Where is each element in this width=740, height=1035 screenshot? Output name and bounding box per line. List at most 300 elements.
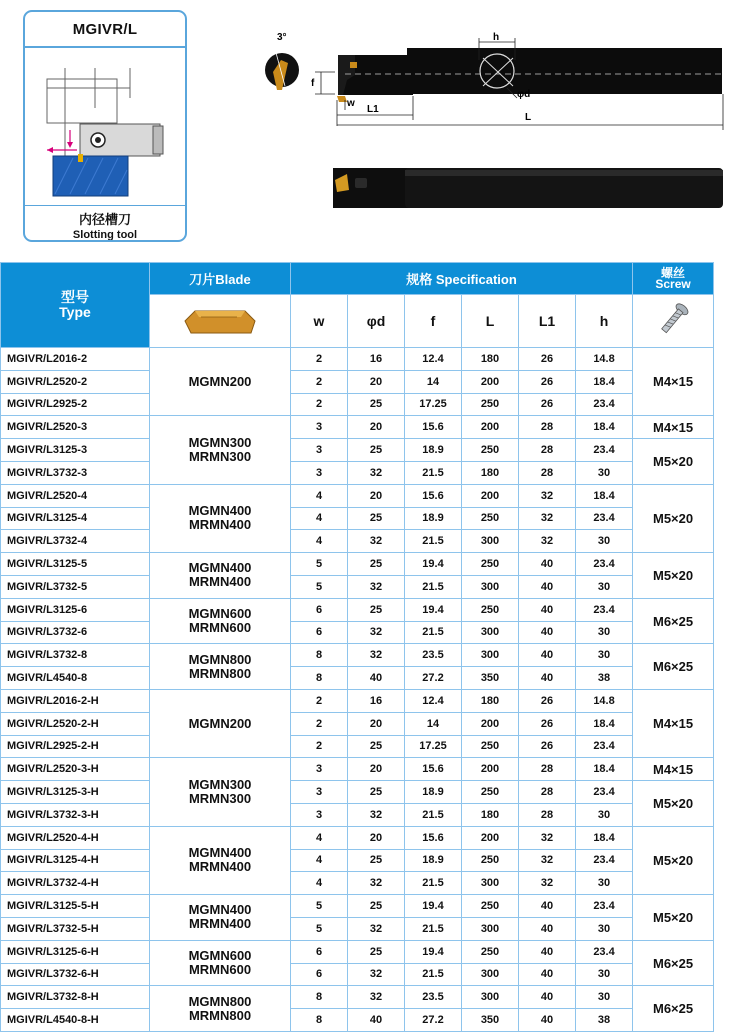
blade-model: MGMN300 — [188, 435, 252, 451]
blade-cell — [150, 986, 291, 1032]
spec-cell: 180 — [462, 803, 519, 826]
spec-cell: 40 — [519, 553, 576, 576]
spec-cell: 300 — [462, 963, 519, 986]
spec-cell: 16 — [348, 689, 405, 712]
screw-cell: M5×20 — [633, 439, 714, 485]
spec-cell: 2 — [291, 393, 348, 416]
spec-cell: 32 — [348, 530, 405, 553]
table-row — [1, 872, 714, 895]
spec-cell: 21.5 — [405, 917, 462, 940]
table-row — [1, 575, 714, 598]
type-cell: MGIVR/L3732-5 — [1, 575, 150, 598]
screw-cell: M5×20 — [633, 484, 714, 552]
screw-cell: M4×15 — [633, 416, 714, 439]
spec-cell: 250 — [462, 598, 519, 621]
bar-shank — [407, 48, 722, 94]
spec-cell: 25 — [348, 393, 405, 416]
spec-cell: 15.6 — [405, 826, 462, 849]
spec-cell: 4 — [291, 507, 348, 530]
spec-cell: 21.5 — [405, 461, 462, 484]
spec-cell: 28 — [519, 803, 576, 826]
spec-cell: 30 — [576, 917, 633, 940]
screw-header — [633, 263, 714, 295]
spec-cell: 21.5 — [405, 575, 462, 598]
spec-cell: 25 — [348, 439, 405, 462]
spec-cell: 18.9 — [405, 781, 462, 804]
spec-cell: 25 — [348, 849, 405, 872]
screw-header-cn: 螺丝 — [661, 265, 686, 280]
spec-cell: 30 — [576, 963, 633, 986]
type-cell: MGIVR/L2520-2-H — [1, 712, 150, 735]
blade-header: 刀片Blade — [150, 263, 291, 295]
table-row — [1, 781, 714, 804]
table-row — [1, 621, 714, 644]
spec-cell: 180 — [462, 689, 519, 712]
spec-cell: 30 — [576, 644, 633, 667]
spec-cell: 12.4 — [405, 348, 462, 371]
blade-model: MRMN400 — [188, 859, 252, 875]
spec-cell: 30 — [576, 621, 633, 644]
spec-cell: 200 — [462, 712, 519, 735]
spec-cell: 15.6 — [405, 758, 462, 781]
screw-cell: M4×15 — [633, 689, 714, 757]
blade-cell — [150, 484, 291, 552]
spec-cell: 28 — [519, 416, 576, 439]
blade-model: MGMN200 — [188, 715, 252, 731]
spec-cell: 15.6 — [405, 484, 462, 507]
blade-cell — [150, 416, 291, 484]
spec-cell: 23.4 — [576, 735, 633, 758]
spec-cell: 23.4 — [576, 393, 633, 416]
spec-cell: 28 — [519, 439, 576, 462]
type-cell: MGIVR/L2925-2-H — [1, 735, 150, 758]
blade-model: MGMN200 — [188, 373, 252, 389]
spec-cell: 25 — [348, 781, 405, 804]
spec-cell: 16 — [348, 348, 405, 371]
spec-cell: 26 — [519, 712, 576, 735]
spec-cell: 40 — [519, 644, 576, 667]
spec-cell: 6 — [291, 598, 348, 621]
spec-cell: 32 — [519, 872, 576, 895]
type-cell: MGIVR/L3125-6-H — [1, 940, 150, 963]
spec-cell: 20 — [348, 712, 405, 735]
spec-cell: 14.8 — [576, 348, 633, 371]
spec-cell: 23.4 — [576, 439, 633, 462]
spec-cell: 40 — [519, 986, 576, 1009]
spec-cell: 2 — [291, 370, 348, 393]
spec-cell: 23.5 — [405, 986, 462, 1009]
spec-cell: 40 — [348, 1009, 405, 1032]
spec-cell: 23.4 — [576, 553, 633, 576]
spec-cell: 3 — [291, 781, 348, 804]
spec-cell: 20 — [348, 416, 405, 439]
spec-cell: 32 — [348, 461, 405, 484]
blade-cell — [150, 940, 291, 986]
spec-cell: 250 — [462, 781, 519, 804]
spec-cell: 32 — [348, 872, 405, 895]
tool-card — [23, 10, 187, 242]
spec-cell: 18.9 — [405, 439, 462, 462]
col-L: L — [462, 295, 519, 348]
spec-cell: 26 — [519, 370, 576, 393]
table-row — [1, 530, 714, 553]
spec-cell: 26 — [519, 689, 576, 712]
blade-model: MGMN400 — [188, 845, 252, 861]
spec-cell: 12.4 — [405, 689, 462, 712]
table-row — [1, 963, 714, 986]
spec-cell: 40 — [519, 895, 576, 918]
spec-cell: 300 — [462, 621, 519, 644]
spec-cell: 5 — [291, 553, 348, 576]
spec-cell: 250 — [462, 553, 519, 576]
spec-cell: 3 — [291, 439, 348, 462]
spec-cell: 40 — [519, 940, 576, 963]
spec-cell: 17.25 — [405, 735, 462, 758]
screw-cell: M6×25 — [633, 940, 714, 986]
col-f: f — [405, 295, 462, 348]
spec-cell: 3 — [291, 416, 348, 439]
spec-cell: 21.5 — [405, 803, 462, 826]
type-header — [1, 263, 150, 348]
type-cell: MGIVR/L3732-4 — [1, 530, 150, 553]
spec-cell: 20 — [348, 826, 405, 849]
table-row — [1, 849, 714, 872]
table-row — [1, 826, 714, 849]
spec-cell: 250 — [462, 735, 519, 758]
screw-cell: M5×20 — [633, 895, 714, 941]
spec-cell: 30 — [576, 575, 633, 598]
spec-cell: 4 — [291, 530, 348, 553]
spec-cell: 20 — [348, 484, 405, 507]
spec-cell: 180 — [462, 348, 519, 371]
spec-cell: 40 — [519, 667, 576, 690]
spec-cell: 28 — [519, 758, 576, 781]
spec-cell: 8 — [291, 986, 348, 1009]
table-row — [1, 416, 714, 439]
table-row — [1, 370, 714, 393]
type-cell: MGIVR/L3732-6-H — [1, 963, 150, 986]
blade-image-cell — [150, 295, 291, 348]
spec-cell: 200 — [462, 370, 519, 393]
spec-cell: 19.4 — [405, 598, 462, 621]
blade-model: MGMN800 — [188, 993, 252, 1009]
table-row — [1, 484, 714, 507]
spec-cell: 23.4 — [576, 598, 633, 621]
spec-cell: 180 — [462, 461, 519, 484]
spec-cell: 250 — [462, 393, 519, 416]
blade-cell — [150, 895, 291, 941]
table-row — [1, 667, 714, 690]
screw-cell: M6×25 — [633, 986, 714, 1032]
label-d: φd — [517, 89, 531, 100]
spec-cell: 19.4 — [405, 940, 462, 963]
angle-label: 3° — [277, 32, 287, 43]
spec-cell: 350 — [462, 1009, 519, 1032]
spec-cell: 18.9 — [405, 507, 462, 530]
type-cell: MGIVR/L3125-3 — [1, 439, 150, 462]
table-row — [1, 895, 714, 918]
spec-cell: 23.5 — [405, 644, 462, 667]
spec-cell: 5 — [291, 917, 348, 940]
spec-cell: 28 — [519, 781, 576, 804]
spec-cell: 200 — [462, 416, 519, 439]
spec-cell: 26 — [519, 393, 576, 416]
spec-cell: 32 — [519, 849, 576, 872]
caption-cn: 内径槽刀 — [78, 212, 131, 227]
spec-cell: 21.5 — [405, 963, 462, 986]
spec-cell: 18.9 — [405, 849, 462, 872]
spec-cell: 28 — [519, 461, 576, 484]
spec-cell: 250 — [462, 895, 519, 918]
type-cell: MGIVR/L2925-2 — [1, 393, 150, 416]
spec-cell: 300 — [462, 530, 519, 553]
spec-cell: 4 — [291, 872, 348, 895]
spec-cell: 300 — [462, 872, 519, 895]
table-row — [1, 1009, 714, 1032]
spec-cell: 2 — [291, 348, 348, 371]
spec-cell: 3 — [291, 758, 348, 781]
spec-cell: 30 — [576, 803, 633, 826]
spec-cell: 38 — [576, 667, 633, 690]
label-h: h — [493, 32, 500, 43]
spec-cell: 300 — [462, 575, 519, 598]
spec-cell: 300 — [462, 986, 519, 1009]
table-row — [1, 461, 714, 484]
spec-cell: 25 — [348, 553, 405, 576]
screw-cell: M4×15 — [633, 758, 714, 781]
blade-cell — [150, 758, 291, 826]
spec-cell: 23.4 — [576, 849, 633, 872]
blade-model: MGMN400 — [188, 560, 252, 576]
boring-bar-drawing — [255, 30, 730, 240]
type-cell: MGIVR/L3125-4-H — [1, 849, 150, 872]
spec-cell: 32 — [348, 963, 405, 986]
table-row — [1, 758, 714, 781]
spec-cell: 30 — [576, 872, 633, 895]
table-row — [1, 553, 714, 576]
table-row — [1, 393, 714, 416]
type-cell: MGIVR/L3125-4 — [1, 507, 150, 530]
blade-icon — [181, 303, 259, 337]
type-cell: MGIVR/L4540-8 — [1, 667, 150, 690]
blade-model: MRMN400 — [188, 916, 252, 932]
label-L: L — [525, 112, 532, 123]
spec-cell: 4 — [291, 849, 348, 872]
spec-cell: 18.4 — [576, 758, 633, 781]
spec-table — [0, 262, 714, 1032]
spec-cell: 2 — [291, 712, 348, 735]
type-cell: MGIVR/L3732-8 — [1, 644, 150, 667]
screw-cell: M5×20 — [633, 826, 714, 894]
type-cell: MGIVR/L2520-3-H — [1, 758, 150, 781]
spec-cell: 40 — [519, 1009, 576, 1032]
spec-cell: 25 — [348, 940, 405, 963]
label-w: w — [347, 98, 355, 109]
blade-model: MGMN400 — [188, 902, 252, 918]
spec-cell: 40 — [519, 598, 576, 621]
table-row — [1, 689, 714, 712]
blade-cell — [150, 826, 291, 894]
spec-cell: 19.4 — [405, 553, 462, 576]
spec-cell: 27.2 — [405, 1009, 462, 1032]
spec-cell: 8 — [291, 667, 348, 690]
screw-cell: M6×25 — [633, 644, 714, 690]
spec-cell: 30 — [576, 986, 633, 1009]
spec-cell: 32 — [519, 507, 576, 530]
spec-cell: 250 — [462, 940, 519, 963]
spec-cell: 40 — [519, 621, 576, 644]
spec-cell: 20 — [348, 758, 405, 781]
spec-cell: 250 — [462, 439, 519, 462]
spec-cell: 200 — [462, 484, 519, 507]
spec-cell: 350 — [462, 667, 519, 690]
blade-cell — [150, 348, 291, 416]
blade-cell — [150, 689, 291, 757]
blade-model: MRMN800 — [188, 665, 252, 681]
screw-cell: M5×20 — [633, 553, 714, 599]
blade-model: MGMN800 — [188, 651, 252, 667]
spec-cell: 15.6 — [405, 416, 462, 439]
table-row — [1, 348, 714, 371]
col-d: φd — [348, 295, 405, 348]
spec-cell: 300 — [462, 917, 519, 940]
blade-model: MGMN600 — [188, 948, 252, 964]
spec-cell: 21.5 — [405, 621, 462, 644]
spec-cell: 18.4 — [576, 416, 633, 439]
spec-cell: 5 — [291, 575, 348, 598]
label-f: f — [311, 78, 315, 89]
spec-cell: 30 — [576, 530, 633, 553]
spec-cell: 2 — [291, 735, 348, 758]
blade-cell — [150, 598, 291, 644]
blade-model: MRMN600 — [188, 962, 252, 978]
type-cell: MGIVR/L4540-8-H — [1, 1009, 150, 1032]
table-row — [1, 803, 714, 826]
spec-cell: 32 — [348, 575, 405, 598]
blade-model: MGMN400 — [188, 503, 252, 519]
table-row — [1, 598, 714, 621]
type-cell: MGIVR/L3732-8-H — [1, 986, 150, 1009]
spec-cell: 25 — [348, 895, 405, 918]
table-row — [1, 917, 714, 940]
spec-cell: 14 — [405, 370, 462, 393]
blade-cell — [150, 644, 291, 690]
spec-cell: 40 — [348, 667, 405, 690]
table-row — [1, 507, 714, 530]
blade-cell — [150, 553, 291, 599]
spec-cell: 21.5 — [405, 872, 462, 895]
slotting-diagram — [25, 48, 185, 208]
type-cell: MGIVR/L2520-4-H — [1, 826, 150, 849]
col-L1: L1 — [519, 295, 576, 348]
screw-header-en: Screw — [655, 276, 691, 291]
spec-cell: 32 — [348, 803, 405, 826]
spec-cell: 6 — [291, 963, 348, 986]
spec-cell: 40 — [519, 917, 576, 940]
spec-cell: 32 — [348, 644, 405, 667]
card-title: MGIVR/L — [25, 12, 185, 48]
type-header-cn: 型号 — [61, 289, 89, 305]
table-row — [1, 644, 714, 667]
spec-header: 规格 Specification — [291, 263, 633, 295]
spec-cell: 23.4 — [576, 507, 633, 530]
spec-cell: 200 — [462, 758, 519, 781]
spec-cell: 8 — [291, 1009, 348, 1032]
spec-cell: 3 — [291, 803, 348, 826]
table-row — [1, 735, 714, 758]
type-cell: MGIVR/L2520-3 — [1, 416, 150, 439]
spec-cell: 38 — [576, 1009, 633, 1032]
type-cell: MGIVR/L3125-5-H — [1, 895, 150, 918]
spec-cell: 14 — [405, 712, 462, 735]
spec-cell: 19.4 — [405, 895, 462, 918]
spec-cell: 14.8 — [576, 689, 633, 712]
spec-cell: 23.4 — [576, 940, 633, 963]
blade-model: MRMN400 — [188, 517, 252, 533]
spec-cell: 32 — [348, 917, 405, 940]
spec-cell: 200 — [462, 826, 519, 849]
blade-model: MRMN600 — [188, 620, 252, 636]
blade-model: MRMN800 — [188, 1007, 252, 1023]
spec-cell: 25 — [348, 598, 405, 621]
spec-cell: 2 — [291, 689, 348, 712]
spec-cell: 40 — [519, 963, 576, 986]
spec-cell: 32 — [519, 484, 576, 507]
caption-en: Slotting tool — [72, 229, 138, 241]
type-cell: MGIVR/L3125-6 — [1, 598, 150, 621]
type-cell: MGIVR/L3732-6 — [1, 621, 150, 644]
spec-cell: 250 — [462, 849, 519, 872]
screw-cell: M6×25 — [633, 598, 714, 644]
type-cell: MGIVR/L3732-4-H — [1, 872, 150, 895]
spec-cell: 30 — [576, 461, 633, 484]
type-cell: MGIVR/L2520-2 — [1, 370, 150, 393]
type-header-en: Type — [59, 304, 91, 320]
spec-cell: 32 — [348, 621, 405, 644]
spec-cell: 3 — [291, 461, 348, 484]
blade-model: MGMN600 — [188, 606, 252, 622]
spec-cell: 17.25 — [405, 393, 462, 416]
spec-cell: 250 — [462, 507, 519, 530]
spec-cell: 32 — [519, 530, 576, 553]
type-cell: MGIVR/L3125-3-H — [1, 781, 150, 804]
spec-cell: 6 — [291, 621, 348, 644]
spec-cell: 4 — [291, 484, 348, 507]
spec-cell: 40 — [519, 575, 576, 598]
blade-model: MRMN400 — [188, 574, 252, 590]
spec-cell: 5 — [291, 895, 348, 918]
type-cell: MGIVR/L2016-2-H — [1, 689, 150, 712]
spec-cell: 18.4 — [576, 826, 633, 849]
blade-model: MRMN300 — [188, 449, 252, 465]
type-cell: MGIVR/L2016-2 — [1, 348, 150, 371]
type-cell: MGIVR/L3732-3-H — [1, 803, 150, 826]
spec-cell: 18.4 — [576, 484, 633, 507]
blade-model: MRMN300 — [188, 791, 252, 807]
spec-cell: 23.4 — [576, 895, 633, 918]
head-insert — [350, 62, 357, 68]
spec-cell: 6 — [291, 940, 348, 963]
spec-cell: 32 — [519, 826, 576, 849]
label-L1: L1 — [367, 104, 379, 115]
type-cell: MGIVR/L3732-3 — [1, 461, 150, 484]
col-h: h — [576, 295, 633, 348]
spec-cell: 32 — [348, 986, 405, 1009]
screw-cell: M5×20 — [633, 781, 714, 827]
type-cell: MGIVR/L3732-5-H — [1, 917, 150, 940]
spec-cell: 25 — [348, 735, 405, 758]
type-cell: MGIVR/L2520-4 — [1, 484, 150, 507]
